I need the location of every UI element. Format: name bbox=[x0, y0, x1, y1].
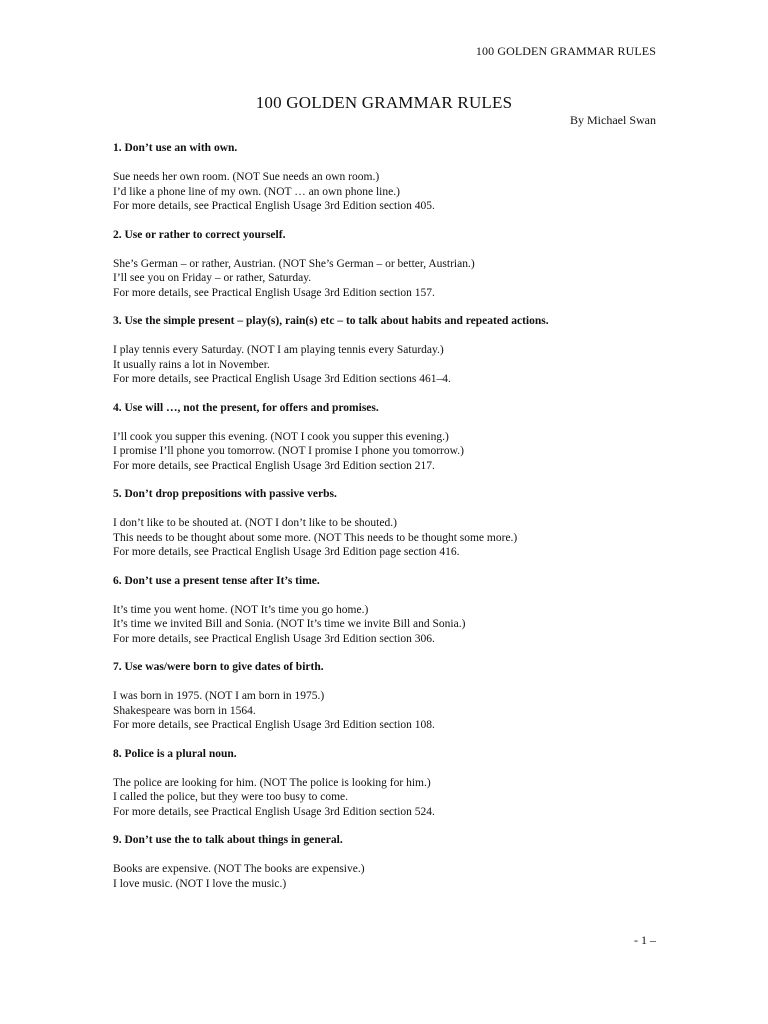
rule-heading: 5. Don’t drop prepositions with passive verbs. bbox=[113, 488, 337, 500]
rule-heading: 8. Police is a plural noun. bbox=[113, 747, 237, 760]
reference-line: For more details, see Practical English Usage 3rd Edition page section 416. bbox=[113, 546, 460, 558]
example-line: It’s time you went home. (NOT It’s time you go home.) bbox=[113, 603, 369, 616]
rule-heading: 1. Don’t use an with own. bbox=[113, 142, 238, 154]
page-number: - 1 – bbox=[634, 933, 656, 947]
example-line: I don’t like to be shouted at. (NOT I don’t like to be shouted.) bbox=[113, 517, 397, 529]
reference-line: For more details, see Practical English Usage 3rd Edition sections 461–4. bbox=[113, 373, 451, 385]
rule-heading: 2. Use or rather to correct yourself. bbox=[113, 228, 286, 241]
rule-4 bbox=[113, 401, 673, 474]
rule-heading: 4. Use will …, not the present, for offers and promises. bbox=[113, 401, 379, 414]
example-line: Shakespeare was born in 1564. bbox=[113, 704, 256, 717]
rule-8 bbox=[113, 747, 673, 820]
reference-line: For more details, see Practical English Usage 3rd Edition section 157. bbox=[113, 286, 435, 299]
document-author: By Michael Swan bbox=[570, 113, 656, 127]
example-line: I’d like a phone line of my own. (NOT … an own phone line.) bbox=[113, 185, 400, 198]
example-line: Sue needs her own room. (NOT Sue needs an own room.) bbox=[113, 171, 380, 183]
rules-list bbox=[113, 141, 673, 905]
example-line: I love music. (NOT I love the music.) bbox=[113, 877, 287, 890]
rule-2 bbox=[113, 228, 673, 301]
rule-5 bbox=[113, 487, 673, 560]
reference-line: For more details, see Practical English Usage 3rd Edition section 524. bbox=[113, 805, 435, 818]
example-line: I’ll cook you supper this evening. (NOT I cook you supper this evening.) bbox=[113, 430, 449, 443]
example-line: I play tennis every Saturday. (NOT I am playing tennis every Saturday.) bbox=[113, 344, 444, 356]
rule-6 bbox=[113, 574, 673, 647]
example-line: I’ll see you on Friday – or rather, Saturday. bbox=[113, 272, 312, 284]
rule-heading: 6. Don’t use a present tense after It’s time. bbox=[113, 574, 320, 587]
example-line: I was born in 1975. (NOT I am born in 1975.) bbox=[113, 690, 325, 702]
rule-1 bbox=[113, 141, 673, 214]
example-line: I called the police, but they were too busy to come. bbox=[113, 791, 349, 803]
example-line: It’s time we invited Bill and Sonia. (NOT It’s time we invite Bill and Sonia.) bbox=[113, 618, 466, 630]
rule-heading: 7. Use was/were born to give dates of birth. bbox=[113, 661, 324, 673]
reference-line: For more details, see Practical English Usage 3rd Edition section 217. bbox=[113, 459, 435, 472]
example-line: The police are looking for him. (NOT The police is looking for him.) bbox=[113, 776, 431, 789]
example-line: She’s German – or rather, Austrian. (NOT She’s German – or better, Austrian.) bbox=[113, 257, 475, 270]
rule-heading: 3. Use the simple present – play(s), rain(s) etc – to talk about habits and repeated actions. bbox=[113, 315, 549, 327]
example-line: This needs to be thought about some more. (NOT This needs to be thought some more.) bbox=[113, 531, 518, 544]
running-header: 100 GOLDEN GRAMMAR RULES bbox=[475, 44, 656, 58]
rule-3 bbox=[113, 314, 673, 387]
rule-7 bbox=[113, 660, 673, 733]
reference-line: For more details, see Practical English Usage 3rd Edition section 108. bbox=[113, 719, 435, 731]
example-line: Books are expensive. (NOT The books are expensive.) bbox=[113, 863, 365, 875]
document-title: 100 GOLDEN GRAMMAR RULES bbox=[255, 93, 513, 112]
reference-line: For more details, see Practical English Usage 3rd Edition section 306. bbox=[113, 632, 435, 645]
rule-9 bbox=[113, 833, 673, 891]
example-line: I promise I’ll phone you tomorrow. (NOT I promise I phone you tomorrow.) bbox=[113, 445, 464, 457]
reference-line: For more details, see Practical English Usage 3rd Edition section 405. bbox=[113, 200, 435, 212]
rule-heading: 9. Don’t use the to talk about things in general. bbox=[113, 834, 343, 846]
example-line: It usually rains a lot in November. bbox=[113, 358, 270, 371]
